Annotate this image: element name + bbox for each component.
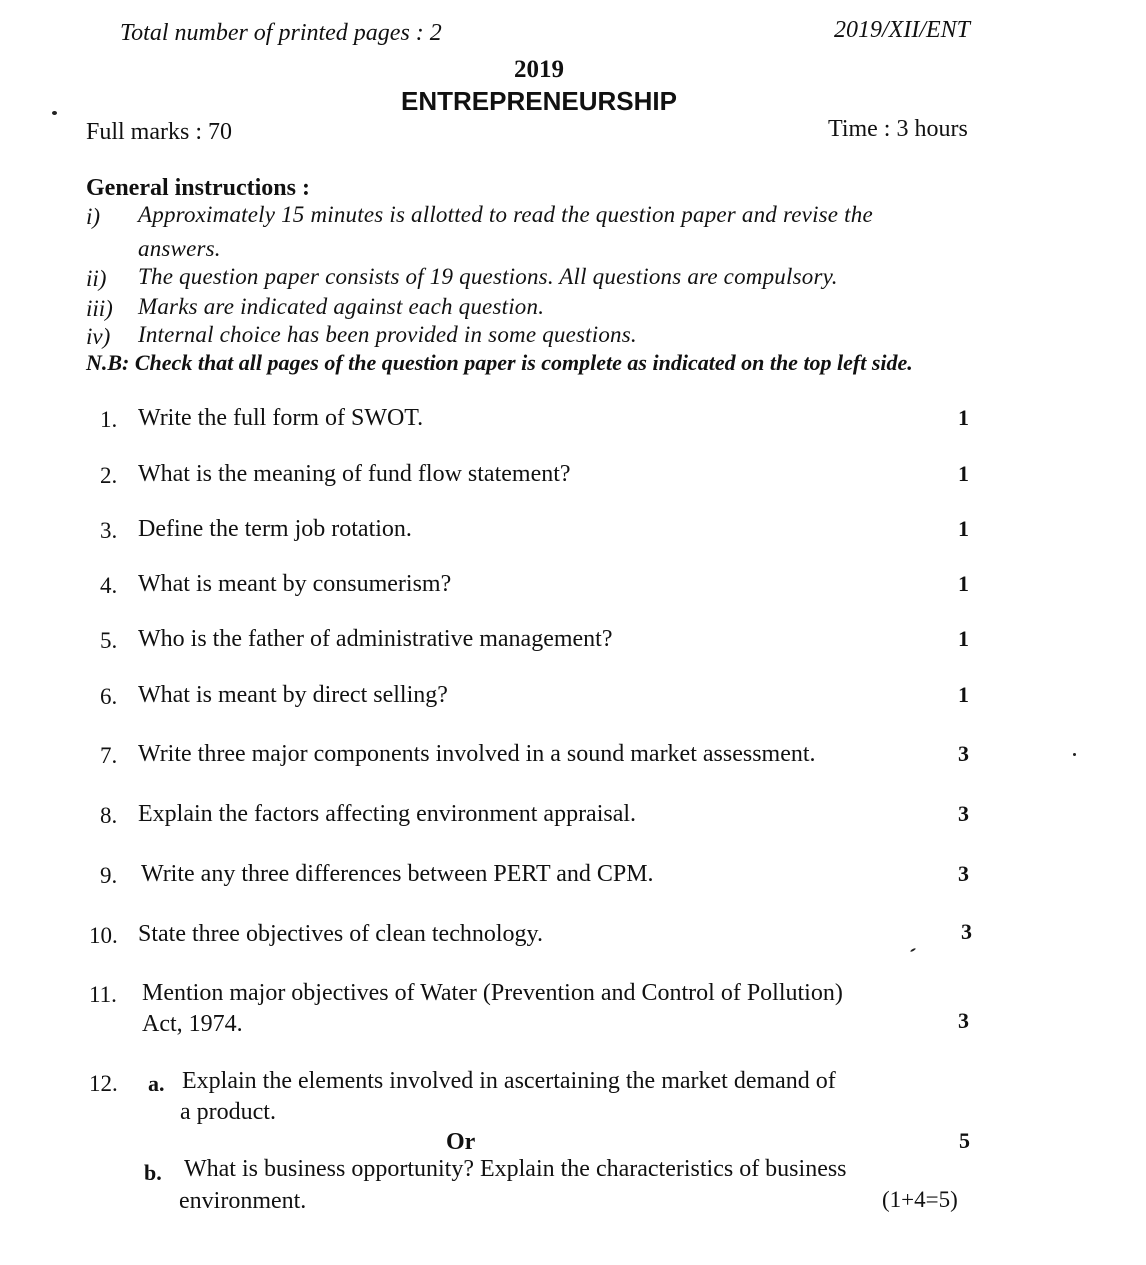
scan-speck: [910, 948, 916, 953]
question-marks: 1: [958, 571, 969, 596]
instruction-number: ii): [86, 266, 107, 291]
scan-speck: [52, 111, 57, 115]
question-number: 10.: [89, 923, 118, 948]
question-number: 11.: [89, 982, 117, 1007]
instruction-number: iii): [86, 296, 113, 321]
question-marks: 3: [958, 1008, 969, 1033]
instruction-number: iv): [86, 324, 111, 349]
subject-title: ENTREPRENEURSHIP: [401, 86, 677, 116]
question-text: Write any three differences between PERT and CPM.: [141, 861, 654, 887]
question-number: 1.: [100, 407, 118, 432]
question-text: Write three major components involved in a sound market assessment.: [138, 741, 816, 767]
question-marks: 3: [961, 919, 972, 944]
question-text: What is business opportunity? Explain the characteristics of business: [184, 1156, 847, 1182]
question-text: What is the meaning of fund flow statement?: [138, 461, 571, 487]
question-marks: 1: [958, 516, 969, 541]
question-number: 12.: [89, 1071, 118, 1096]
question-marks: 1: [958, 405, 969, 430]
question-number: 8.: [100, 803, 118, 828]
instruction-text: Approximately 15 minutes is allotted to read the question paper and revise the: [138, 202, 873, 227]
question-marks: 1: [958, 682, 969, 707]
question-marks: 1: [958, 461, 969, 486]
question-text: Mention major objectives of Water (Prevention and Control of Pollution): [142, 980, 843, 1006]
question-text: State three objectives of clean technology.: [138, 921, 543, 947]
question-text: a product.: [180, 1099, 276, 1125]
or-separator: Or: [446, 1129, 476, 1155]
question-text: Explain the elements involved in ascertaining the market demand of: [182, 1068, 836, 1094]
question-number: 9.: [100, 863, 118, 888]
instruction-number: i): [86, 204, 101, 229]
question-marks: 3: [958, 801, 969, 826]
question-text: Act, 1974.: [142, 1011, 243, 1037]
paper-code: 2019/XII/ENT: [834, 17, 970, 43]
time-allowed: Time : 3 hours: [828, 116, 968, 142]
question-text: Write the full form of SWOT.: [138, 405, 424, 431]
question-marks: 3: [958, 861, 969, 886]
question-text: Define the term job rotation.: [138, 516, 412, 542]
question-number: 7.: [100, 743, 118, 768]
instructions-heading: General instructions :: [86, 175, 310, 201]
question-marks: 3: [958, 741, 969, 766]
question-text: Who is the father of administrative management?: [138, 626, 613, 652]
sub-question-letter: b.: [144, 1160, 162, 1185]
question-number: 6.: [100, 684, 118, 709]
question-marks: 1: [958, 626, 969, 651]
question-number: 2.: [100, 463, 118, 488]
full-marks: Full marks : 70: [86, 119, 233, 145]
question-number: 5.: [100, 628, 118, 653]
instruction-text: Internal choice has been provided in some questions.: [138, 322, 637, 347]
instruction-text: Marks are indicated against each question.: [138, 294, 545, 319]
question-number: 3.: [100, 518, 118, 543]
question-text: environment.: [179, 1188, 307, 1214]
instruction-text: The question paper consists of 19 questions. All questions are compulsory.: [138, 264, 838, 289]
marks-breakdown: (1+4=5): [882, 1187, 958, 1212]
scan-speck: [1073, 753, 1076, 756]
sub-question-letter: a.: [148, 1071, 165, 1096]
question-text: What is meant by direct selling?: [138, 682, 448, 708]
question-text: Explain the factors affecting environment appraisal.: [138, 801, 637, 827]
instruction-text: answers.: [138, 236, 221, 261]
total-pages-note: Total number of printed pages : 2: [120, 20, 442, 46]
exam-year: 2019: [514, 56, 564, 83]
question-number: 4.: [100, 573, 118, 598]
nota-bene: N.B: Check that all pages of the question paper is complete as indicated on the top left side.: [86, 350, 913, 375]
question-marks: 5: [959, 1128, 970, 1153]
question-text: What is meant by consumerism?: [138, 571, 452, 597]
